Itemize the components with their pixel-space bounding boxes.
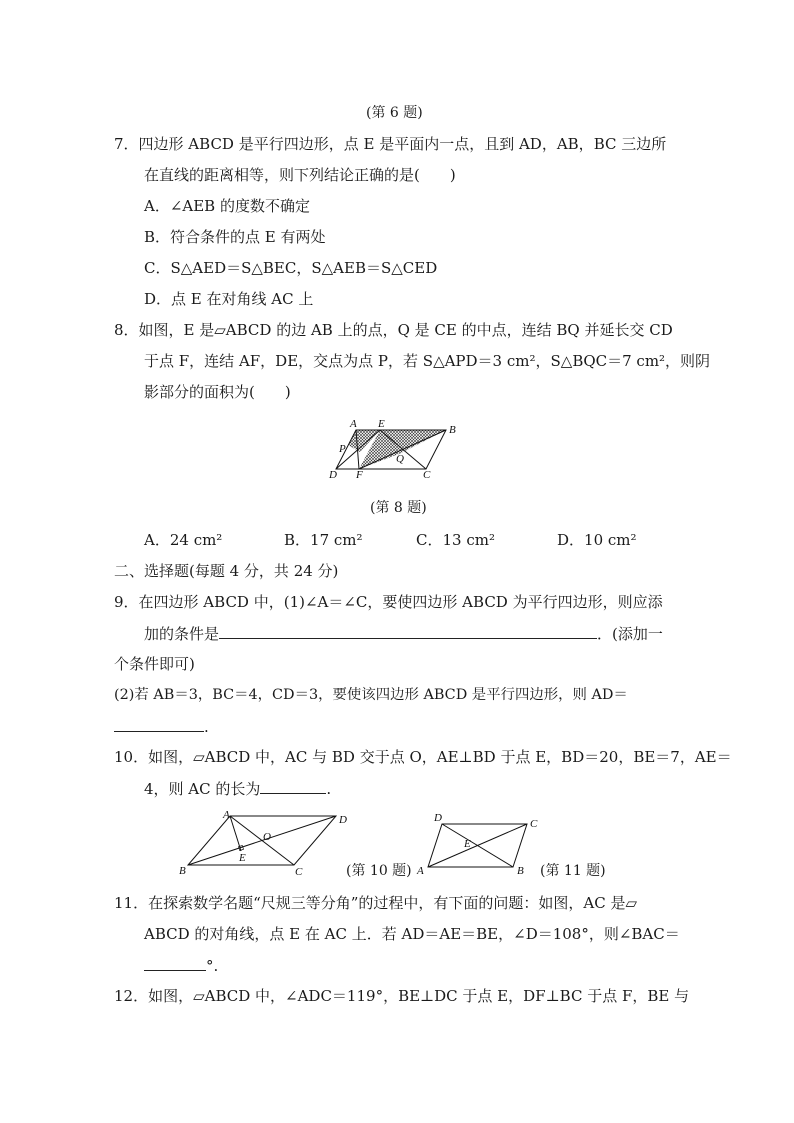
q9-stem-line5 bbox=[114, 716, 209, 737]
q10-stem-line2 bbox=[144, 778, 331, 799]
fig8-label-p: P bbox=[339, 443, 346, 455]
q9-stem-line2 bbox=[144, 623, 663, 644]
q11-stem-line1: 11．在探索数学名题“尺规三等分角”的过程中，有下面的问题：如图，AC 是▱ bbox=[114, 894, 638, 912]
figure-caption-q6: (第 6 题) bbox=[366, 105, 423, 121]
q8-stem-line2: 于点 F，连结 AF，DE，交点为点 P，若 S△APD＝3 cm²，S△BQC＝7 cm²，则阴 bbox=[144, 352, 711, 370]
q8-stem-line1: 8．如图，E 是▱ABCD 的边 AB 上的点，Q 是 CE 的中点，连结 BQ 并延长交 CD bbox=[114, 321, 673, 339]
fig8-label-q: Q bbox=[396, 453, 404, 465]
fig8-label-f: F bbox=[356, 469, 363, 481]
q11-stem-line3-end: °. bbox=[206, 957, 219, 975]
fig8-label-b: B bbox=[449, 424, 456, 436]
fig8-label-a: A bbox=[350, 418, 357, 430]
figure-q8 bbox=[322, 414, 472, 490]
fig10-label-o: O bbox=[263, 831, 271, 843]
fig11-label-c: C bbox=[530, 818, 538, 830]
q8-stem-line3: 影部分的面积为( ) bbox=[144, 383, 291, 401]
q10-stem-line2-text: 4，则 AC 的长为 bbox=[144, 780, 261, 798]
q8-option-a: A．24 cm² bbox=[144, 531, 223, 549]
fig10-right-angle-mark bbox=[238, 845, 243, 850]
fig10-label-c: C bbox=[295, 866, 303, 878]
q9-stem-line2-tail: ．(添加一 bbox=[597, 625, 663, 643]
q11-answer-blank[interactable] bbox=[144, 955, 206, 971]
fig10-label-d: D bbox=[339, 814, 347, 826]
q9-answer-blank-1[interactable] bbox=[219, 623, 597, 639]
q7-option-c: C．S△AED＝S△BEC，S△AEB＝S△CED bbox=[144, 259, 438, 277]
q7-stem-line1: 7．四边形 ABCD 是平行四边形，点 E 是平面内一点，且到 AD，AB，BC 三边所 bbox=[114, 135, 667, 153]
fig11-label-d: D bbox=[434, 812, 442, 824]
q9-stem-line1: 9．在四边形 ABCD 中，(1)∠A＝∠C，要使四边形 ABCD 为平行四边形，则应添 bbox=[114, 593, 663, 611]
q8-option-c: C．13 cm² bbox=[416, 531, 495, 549]
q8-option-d: D．10 cm² bbox=[557, 531, 637, 549]
fig10-label-e: E bbox=[239, 852, 246, 864]
q9-stem-line2-text: 加的条件是 bbox=[144, 625, 220, 643]
figure-caption-q10: (第 10 题) bbox=[346, 863, 412, 879]
fig10-label-a: A bbox=[223, 809, 230, 821]
fig11-label-b: B bbox=[517, 865, 524, 877]
fig11-label-e: E bbox=[464, 838, 471, 850]
q9-stem-line3: 个条件即可) bbox=[114, 655, 195, 673]
figure-caption-q8: (第 8 题) bbox=[370, 500, 427, 516]
q11-stem-line2: ABCD 的对角线，点 E 在 AC 上．若 AD＝AE＝BE，∠D＝108°，则∠BAC＝ bbox=[144, 925, 680, 943]
fig8-label-d: D bbox=[329, 469, 337, 481]
q7-option-a: A．∠AEB 的度数不确定 bbox=[144, 197, 310, 215]
figure-caption-q11: (第 11 题) bbox=[540, 863, 606, 879]
q10-answer-blank[interactable] bbox=[260, 778, 326, 794]
fig10-line-ae bbox=[230, 816, 241, 851]
q10-stem-line2-end: . bbox=[326, 780, 332, 798]
figure-q10 bbox=[176, 808, 356, 884]
section-heading: 二、选择题(每题 4 分，共 24 分) bbox=[114, 562, 339, 580]
fig11-line-be bbox=[442, 824, 513, 867]
q8-option-b: B．17 cm² bbox=[284, 531, 363, 549]
q12-stem-line1: 12．如图，▱ABCD 中，∠ADC＝119°，BE⊥DC 于点 E，DF⊥BC 于点 F，BE 与 bbox=[114, 987, 690, 1005]
fig8-label-c: C bbox=[423, 469, 431, 481]
q7-stem-line2: 在直线的距离相等，则下列结论正确的是( ) bbox=[144, 166, 456, 184]
q9-answer-blank-2[interactable] bbox=[114, 716, 204, 732]
fig8-label-e: E bbox=[378, 418, 385, 430]
fig10-line-bd bbox=[188, 816, 336, 865]
q9-stem-line5-end: . bbox=[204, 718, 209, 736]
q10-stem-line1: 10．如图，▱ABCD 中，AC 与 BD 交于点 O，AE⊥BD 于点 E，BD＝20，BE＝7，AE＝ bbox=[114, 748, 732, 766]
q7-option-d: D．点 E 在对角线 AC 上 bbox=[144, 290, 314, 308]
fig11-label-a: A bbox=[417, 865, 424, 877]
q7-option-b: B．符合条件的点 E 有两处 bbox=[144, 228, 326, 246]
figure-q11 bbox=[414, 808, 544, 884]
fig10-label-b: B bbox=[179, 865, 186, 877]
q9-stem-line4: (2)若 AB＝3，BC＝4，CD＝3，要使该四边形 ABCD 是平行四边形，则 AD＝ bbox=[114, 687, 628, 703]
q11-stem-line3 bbox=[144, 955, 218, 976]
